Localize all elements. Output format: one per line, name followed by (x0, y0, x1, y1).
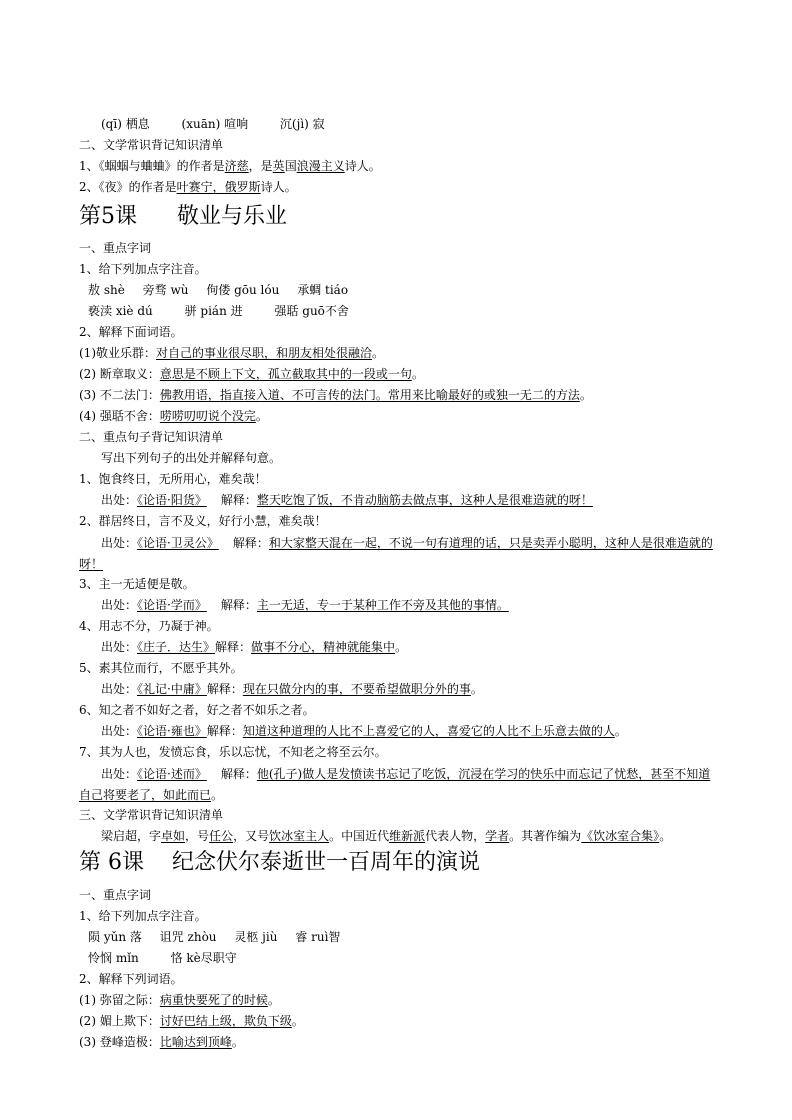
pinyin-item: 骈 pián 进 (184, 304, 243, 318)
section-heading: 二、文学常识背记知识清单 (79, 138, 224, 152)
text: 。其著作编为 (509, 829, 582, 843)
sentence: 7、其为人也，发愤忘食，乐以忘忧，不知老之将至云尔。 (79, 745, 387, 759)
question: 2、解释下面词语。 (79, 325, 183, 339)
sentence: 1、饱食终日，无所用心，难矣哉！ (79, 472, 267, 486)
pinyin-item: 灵柩 jiù (234, 930, 278, 944)
text: 代表人物， (425, 829, 486, 843)
instruction: 写出下列句子的出处并解释句意。 (101, 451, 282, 465)
pinyin-item: 旁骛 wù (142, 283, 189, 297)
term: (1)敬业乐群： (79, 346, 156, 360)
question: 2、解释下列词语。 (79, 972, 183, 986)
pinyin-line (101, 115, 732, 133)
sentence: 5、素其位而行，不愿乎其外。 (79, 661, 243, 675)
label: 解释： (220, 598, 257, 612)
answer: 学者 (485, 829, 510, 843)
explanation: 主一无适，专一于某种工作不旁及其他的事情。 (256, 598, 509, 612)
text: 诗人。 (260, 180, 297, 194)
section-heading: 三、文学常识背记知识清单 (79, 808, 224, 822)
explanation: 做事不分心，精神就能集中 (251, 640, 396, 654)
pinyin-item: 陨 yǔn 落 (88, 930, 142, 944)
source: 《论语·阳货》 (137, 493, 207, 507)
source-line (79, 533, 720, 575)
source: 《庄子．达生》 (137, 640, 216, 654)
answer: 《饮冰室合集》 (581, 829, 660, 843)
pinyin-item: (xuān) 喧响 (181, 117, 249, 131)
pinyin-item: 沉(jì) 寂 (279, 117, 325, 131)
lesson-number: 第 6课 (79, 850, 144, 875)
text: 。 (231, 1035, 244, 1049)
source-line (101, 638, 732, 656)
sentence: 4、用志不分，乃凝于神。 (79, 619, 219, 633)
question: 1、给下列加点字注音。 (79, 262, 207, 276)
answer: 意思是不顾上下文，孤立截取其中的一段或一句 (159, 367, 412, 381)
text: 。 (291, 1014, 304, 1028)
section-heading: 二、重点句子背记知识清单 (79, 430, 224, 444)
label: 解释： (220, 493, 257, 507)
answer: 任公 (209, 829, 234, 843)
source: 《论语·学而》 (137, 598, 207, 612)
answer: 比喻达到顶峰 (159, 1035, 232, 1049)
lesson-title (79, 849, 480, 877)
pinyin-item: 敖 shè (88, 283, 125, 297)
lit-line (101, 827, 732, 845)
label: 解释： (215, 640, 252, 654)
pinyin-item: (qī) 栖息 (101, 117, 150, 131)
source-line (101, 722, 732, 740)
answer: 饮冰室主人 (269, 829, 330, 843)
term: (3) 登峰造极： (79, 1035, 160, 1049)
label: 出处： (101, 536, 138, 550)
pinyin-item: 佝偻 gōu lóu (206, 283, 280, 297)
section-heading: 一、重点字词 (79, 241, 152, 255)
text: 。 (211, 788, 224, 802)
text: 。 (411, 367, 424, 381)
answer: 浪漫主义 (296, 159, 345, 173)
explanation: 他(孔子)做人是发愤读书忘记了吃饭，沉浸在学习的快乐中而忘记了忧愁，甚至不知道自己将要老了，如此而已 (79, 767, 711, 802)
answer: 济慈 (224, 159, 249, 173)
answer: 英 (272, 159, 285, 173)
text: 。 (267, 993, 280, 1007)
definition (79, 407, 732, 425)
answer: 病重快要死了的时候 (159, 993, 268, 1007)
label: 出处： (101, 767, 138, 781)
answer: 佛教用语，指直接入道、不可言传的法门。常用来比喻最好的或独一无二的方法 (159, 388, 580, 402)
label: 解释： (232, 536, 269, 550)
text: 1、《蝈蝈与蛐蛐》的作者是 (79, 159, 225, 173)
text: 国 (284, 159, 297, 173)
pinyin-item: 睿 ruì智 (295, 930, 341, 944)
explanation: 现在只做分内的事，不要希望做职分外的事 (242, 682, 471, 696)
label: 出处： (101, 598, 138, 612)
term: (1) 弥留之际： (79, 993, 160, 1007)
label: 解释： (220, 767, 257, 781)
term: (2) 断章取义： (79, 367, 160, 381)
source: 《论语·卫灵公》 (137, 536, 219, 550)
text: ，号 (185, 829, 210, 843)
pinyin-line (88, 302, 732, 320)
source: 《礼记·中庸》 (137, 682, 207, 696)
source-line (101, 680, 732, 698)
pinyin-item: 怜悯 mǐn (88, 951, 139, 965)
lesson-subtitle: 纪念伏尔泰逝世一百周年的演说 (172, 850, 481, 875)
text: 。 (470, 682, 483, 696)
text: 2、《夜》的作者是 (79, 180, 177, 194)
lit-line (79, 157, 732, 175)
label: 出处： (101, 724, 138, 738)
sentence: 3、主一无适便是敬。 (79, 577, 195, 591)
explanation: 和大家整天混在一起，不说一句有道理的话，只是卖弄小聪明，这种人是很难造就的呀！ (79, 536, 713, 571)
definition (79, 1033, 732, 1051)
lesson-title (79, 203, 287, 231)
pinyin-line (88, 281, 732, 299)
text: 。 (659, 829, 672, 843)
answer: 唠唠叨叨说个没完 (159, 409, 256, 423)
source-line (79, 764, 720, 806)
pinyin-item: 恪 kè尽职守 (170, 951, 237, 965)
text: 。中国近代 (329, 829, 390, 843)
lit-line (79, 178, 732, 196)
source: 《论语·雍也》 (137, 724, 207, 738)
pinyin-item: 强聒 guō不舍 (274, 304, 349, 318)
definition (79, 365, 732, 383)
lesson-number: 第5课 (79, 204, 137, 229)
explanation: 整天吃饱了饭，不肯动脑筋去做点事，这种人是很难造就的呀！ (256, 493, 593, 507)
source-line (101, 491, 732, 509)
text: ，又号 (233, 829, 270, 843)
label: 解释： (206, 682, 243, 696)
answer: 叶赛宁，俄罗斯 (176, 180, 261, 194)
pinyin-item: 承蜩 tiáo (297, 283, 349, 297)
explanation: 知道这种道理的人比不上喜爱它的人，喜爱它的人比不上乐意去做的人 (242, 724, 615, 738)
answer: 讨好巴结上级，欺负下级 (159, 1014, 292, 1028)
sentence: 6、知之者不如好之者，好之者不如乐之者。 (79, 703, 315, 717)
definition (79, 991, 732, 1009)
lesson-subtitle: 敬业与乐业 (177, 204, 288, 229)
pinyin-line (88, 928, 732, 946)
term: (4) 强聒不舍： (79, 409, 160, 423)
source: 《论语·述而》 (137, 767, 207, 781)
text: 诗人。 (344, 159, 381, 173)
source-line (101, 596, 732, 614)
pinyin-item: 亵渎 xiè dú (88, 304, 153, 318)
label: 出处： (101, 682, 138, 696)
pinyin-line (88, 949, 732, 967)
text: 。 (614, 724, 627, 738)
pinyin-item: 诅咒 zhòu (159, 930, 217, 944)
label: 出处： (101, 640, 138, 654)
label: 解释： (206, 724, 243, 738)
definition (79, 344, 732, 362)
text: 。 (372, 346, 385, 360)
term: (3) 不二法门： (79, 388, 160, 402)
answer: 对自己的事业很尽职，和朋友相处很融洽 (156, 346, 373, 360)
answer: 卓如 (161, 829, 186, 843)
answer: 维新派 (389, 829, 426, 843)
text: ，是 (248, 159, 273, 173)
term: (2) 媚上欺下： (79, 1014, 160, 1028)
text: 。 (255, 409, 268, 423)
text: 梁启超，字 (101, 829, 162, 843)
label: 出处： (101, 493, 138, 507)
text: 。 (579, 388, 592, 402)
question: 1、给下列加点字注音。 (79, 909, 207, 923)
section-heading: 一、重点字词 (79, 888, 152, 902)
sentence: 2、群居终日，言不及义，好行小慧，难矣哉！ (79, 514, 327, 528)
definition (79, 1012, 732, 1030)
definition (79, 386, 732, 404)
text: 。 (395, 640, 408, 654)
